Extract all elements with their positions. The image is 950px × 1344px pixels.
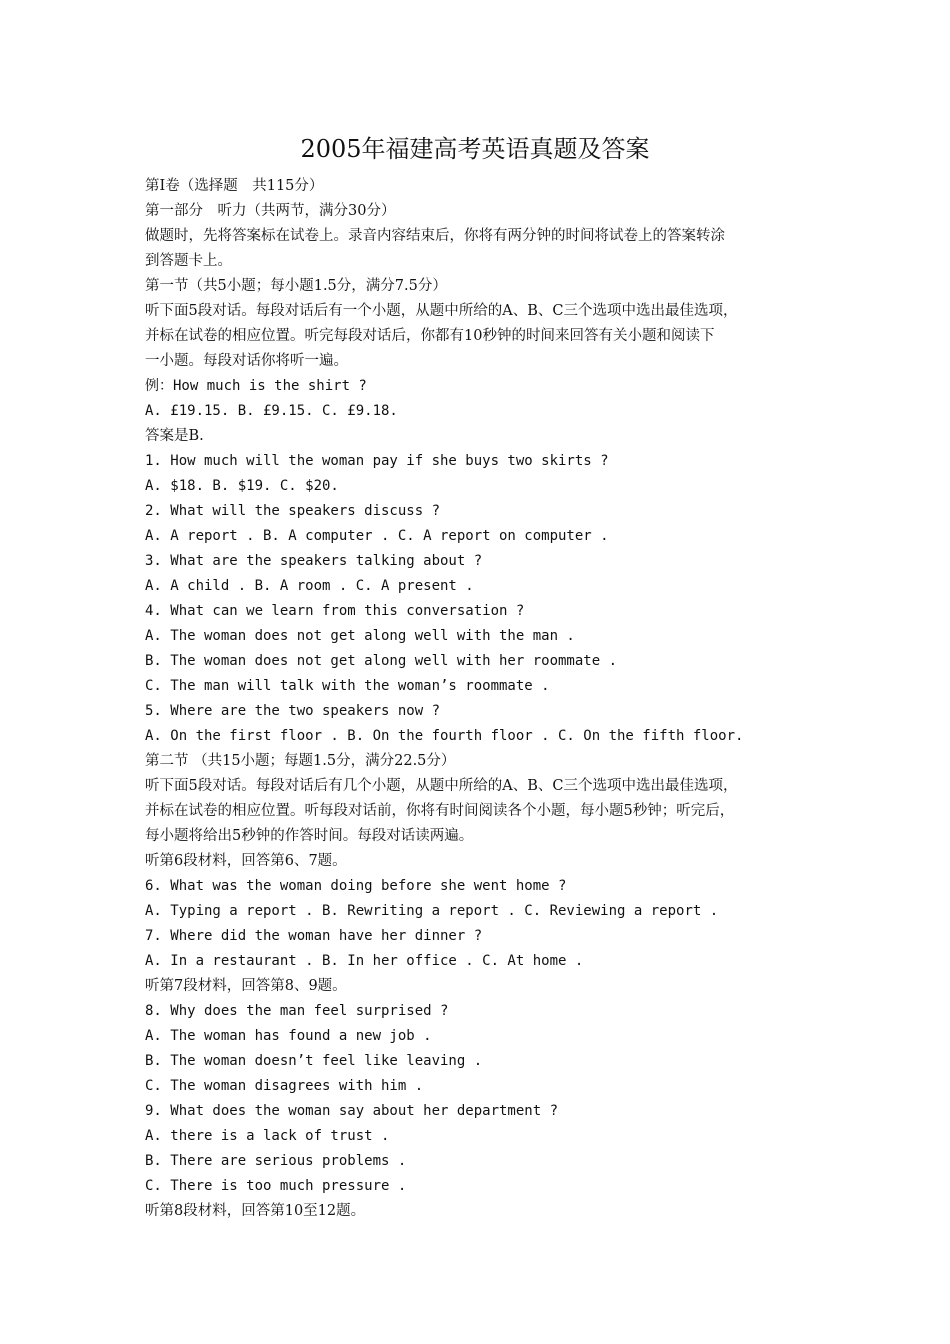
text-line: A. A child . B. A room . C. A present . — [145, 578, 474, 594]
text-line: B. There are serious problems . — [145, 1153, 407, 1169]
text-line: 9. What does the woman say about her department ? — [145, 1103, 559, 1119]
text-line: A. The woman does not get along well with the man . — [145, 628, 575, 644]
text-line: 3. What are the speakers talking about ? — [145, 553, 483, 569]
text-line: 4. What can we learn from this conversation ? — [145, 603, 525, 619]
text-line: 听第6段材料，回答第6、7题。 — [145, 853, 347, 869]
text-line: 做题时，先将答案标在试卷上。录音内容结束后，你将有两分钟的时间将试卷上的答案转涂 — [145, 228, 725, 244]
text-line: 每小题将给出5秒钟的作答时间。每段对话读两遍。 — [145, 828, 474, 844]
text-line: 第一节（共5小题；每小题1.5分，满分7.5分） — [145, 278, 447, 294]
text-line: A. The woman has found a new job . — [145, 1028, 432, 1044]
text-line: 7. Where did the woman have her dinner ? — [145, 928, 483, 944]
document-body — [145, 174, 815, 1224]
text-line: 第一部分 听力（共两节，满分30分） — [145, 203, 396, 219]
text-line: C. There is too much pressure . — [145, 1178, 407, 1194]
text-line: 听第8段材料，回答第10至12题。 — [145, 1203, 366, 1219]
document-title: 2005年福建高考英语真题及答案 — [300, 135, 650, 163]
text-line: A. £19.15. B. £9.15. C. £9.18. — [145, 403, 398, 419]
text-line: A. there is a lack of trust . — [145, 1128, 390, 1144]
text-line: 并标在试卷的相应位置。听完每段对话后，你都有10秒钟的时间来回答有关小题和阅读下 — [145, 328, 715, 344]
text-line: B. The woman does not get along well with her roommate . — [145, 653, 618, 669]
text-line: 一小题。每段对话你将听一遍。 — [145, 353, 348, 369]
text-line: A. $18. B. $19. C. $20. — [145, 478, 339, 494]
text-line: 到答题卡上。 — [145, 253, 232, 269]
text-line: 并标在试卷的相应位置。听每段对话前，你将有时间阅读各个小题，每小题5秒钟；听完后， — [145, 803, 735, 819]
text-line: 听下面5段对话。每段对话后有几个小题，从题中所给的A、B、C三个选项中选出最佳选项， — [145, 778, 738, 794]
text-line: 2. What will the speakers discuss ? — [145, 503, 441, 519]
text-line: A. In a restaurant . B. In her office . C. At home . — [145, 953, 584, 969]
text-line: 听第7段材料，回答第8、9题。 — [145, 978, 347, 994]
text-line: 例：How much is the shirt ? — [145, 378, 367, 394]
text-line: 5. Where are the two speakers now ? — [145, 703, 441, 719]
text-line: C. The woman disagrees with him . — [145, 1078, 424, 1094]
text-line: A. On the first floor . B. On the fourth floor . C. On the fifth floor. — [145, 728, 744, 744]
text-line: A. Typing a report . B. Rewriting a report . C. Reviewing a report . — [145, 903, 719, 919]
text-line: A. A report . B. A computer . C. A report on computer . — [145, 528, 609, 544]
text-line: 第二节 （共15小题；每题1.5分，满分22.5分） — [145, 753, 456, 769]
text-line: B. The woman doesn’t feel like leaving . — [145, 1053, 483, 1069]
text-line: 答案是B. — [145, 428, 204, 444]
text-line: 6. What was the woman doing before she went home ? — [145, 878, 567, 894]
text-line: 1. How much will the woman pay if she buys two skirts ? — [145, 453, 609, 469]
text-line: 8. Why does the man feel surprised ? — [145, 1003, 449, 1019]
text-line: 第Ⅰ卷（选择题 共115分） — [145, 178, 324, 194]
text-line: 听下面5段对话。每段对话后有一个小题，从题中所给的A、B、C三个选项中选出最佳选项， — [145, 303, 738, 319]
text-line: C. The man will talk with the woman’s roommate . — [145, 678, 550, 694]
